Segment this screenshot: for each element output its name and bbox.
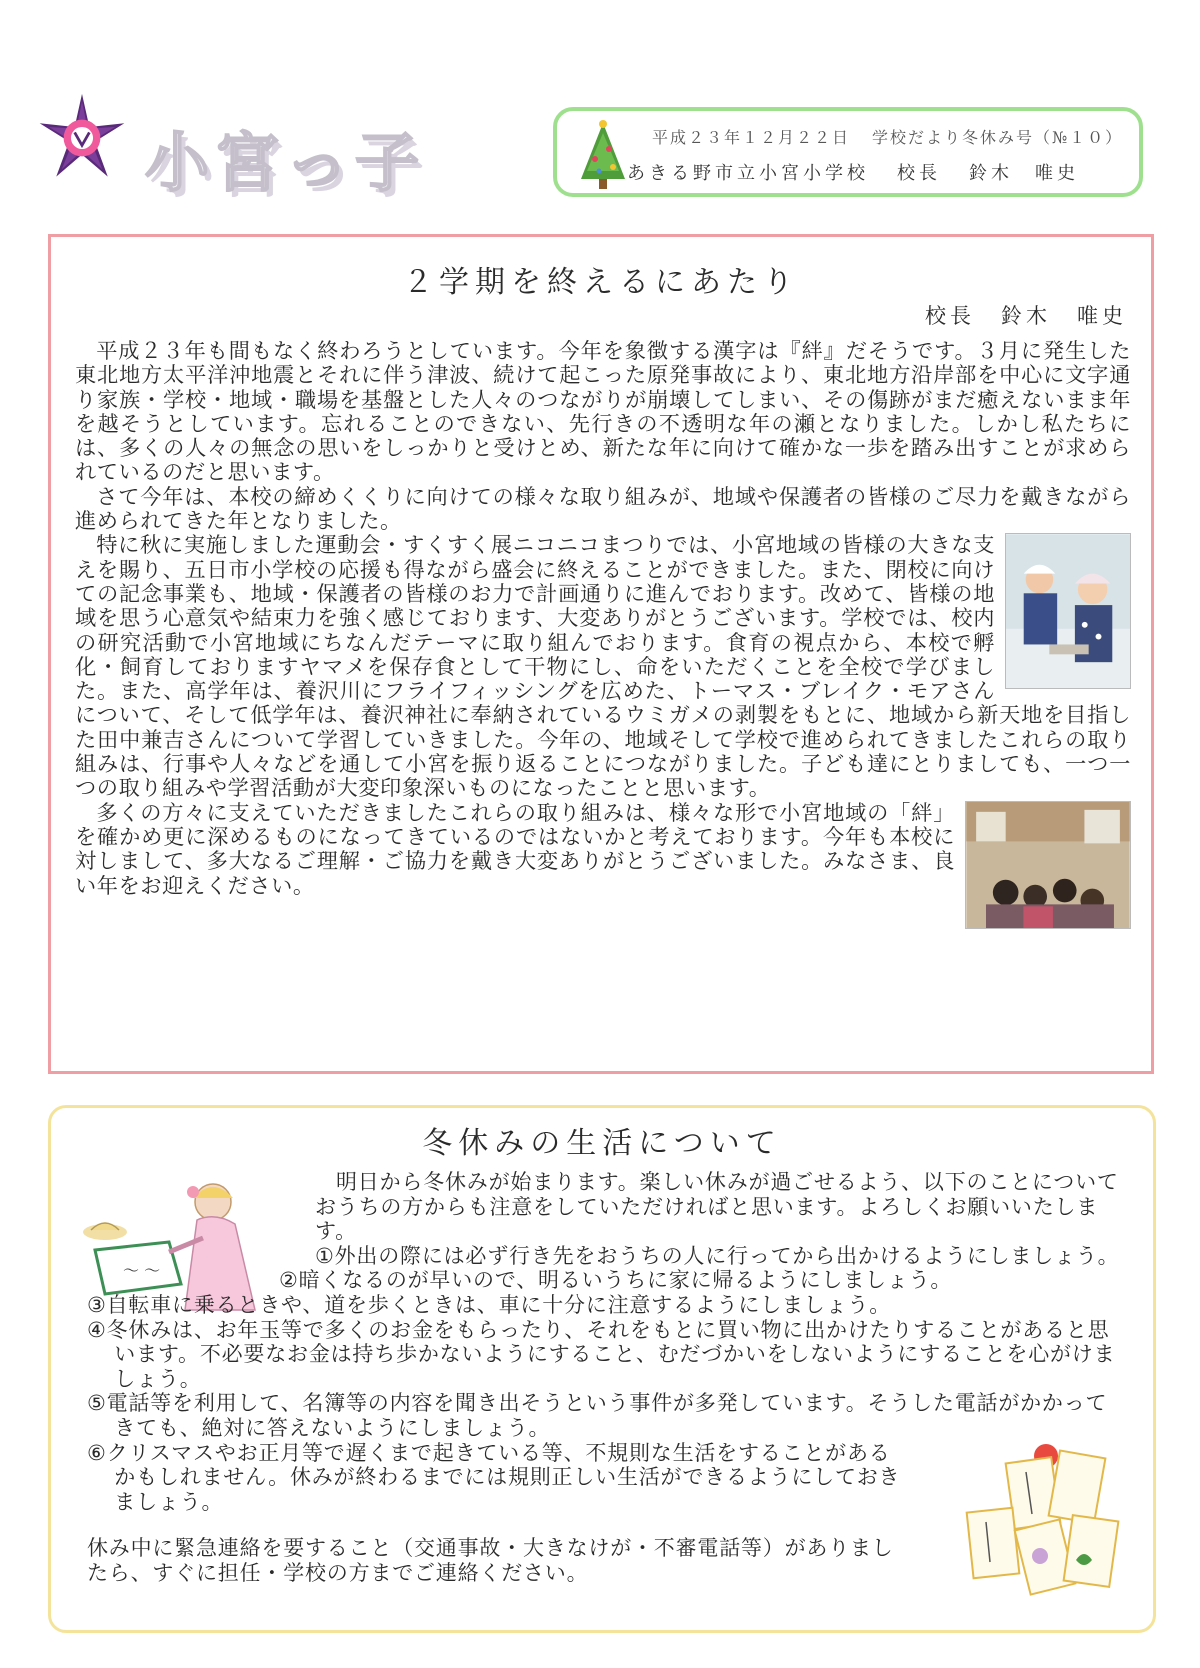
karuta-cards-illustration [956,1440,1124,1600]
list-item: ②暗くなるのが早いので、明るいうちに家に帰るようにしましょう。 [279,1268,953,1293]
school-line [627,159,1079,185]
paragraph: さて今年は、本校の締めくくりに向けての様々な取り組みが、地域や保護者の皆様のご尽力を戴きながら進められてきた年となりました。 [75,483,1131,534]
christmas-tree-icon [573,119,633,193]
section-winter-life [48,1105,1156,1633]
emergency-contact-note: 休み中に緊急連絡を要すること（交通事故・大きなけが・不審電話等）がありましたら、すぐに担任・学校の方までご連絡ください。 [87,1536,894,1585]
issue-date: 平成２３年１２月２２日 [652,128,851,147]
issue-number: 学校だより冬休み号（№１０） [872,128,1124,147]
list-item: ①外出の際には必ず行き先をおうちの人に行ってから出かけるようにしましょう。 [315,1243,1120,1268]
paragraph: 平成２３年も間もなく終わろうとしています。今年を象徴する漢字は『絆』だそうです。３月に発生した東北地方太平洋沖地震とそれに伴う津波、続けて起こった原発事故により、東北地方沿岸部を中心に文字通り家族・学校・地域・職場を基盤とした人々のつながりが崩壊してしまい、その傷跡がまだ癒えないまま年を越そうとしています。忘れることのできない、先行きの不透明な年の瀬となりました。しかし私たちには、多くの人々の無念の思いをしっかりと受けとめ、新たな年に向けて確かな一歩を踏み出すことが求められているのだと思います。 [75,338,1131,485]
list-item: ⑤電話等を利用して、名簿等の内容を聞き出そうという事件が多発しています。そうした電話がかかってきても、絶対に答えないようにしましょう。 [87,1391,1108,1440]
paragraph: 特に秋に実施しました運動会・すくすく展ニコニコまつりでは、小宮地域の皆様の大きな支えを賜り、五日市小学校の応援も得ながら盛会に終えることができました。また、閉校に向けての記念事業も、地域・保護者の皆様のお力で計画通りに進んでおります。改めて、皆様の地域を思う心意気や結束力を強く感じております、大変ありがとうございます。学校では、校内の研究活動で小宮地域にちなんだテーマに取り組んでおります。食育の視点から、本校で孵化・飼育しておりますヤマメを保存食として干物にし、命をいただくことを全校で学びました。また、高学年は、養沢川にフライフィッシングを広めた、トーマス・ブレイク・モアさんについて、そして低学年は、養沢神社に奉納されているウミガメの剥製をもとに、地域から新天地を目指した田中兼吉さんについて学習していきました。今年の、地域そして学校で進められてきましたこれらの取り組みは、行事や人々などを通して小宮を振り返ることにつながりました。子ども達にとりましても、一つ一つの取り組みや学習活動が大変印象深いものになったことと思います。 [75,532,1131,801]
principal-family-name: 鈴木 [969,163,1013,184]
section-term-end [48,234,1154,1074]
photo-community-gathering [965,801,1131,929]
photo-children-cooking [1005,533,1131,689]
list-item: ③自転車に乗るときや、道を歩くときは、車に十分に注意するようにしましょう。 [87,1292,892,1317]
intro-paragraph: 明日から冬休みが始まります。楽しい休みが過ごせるよう、以下のことについておうちの方からも注意をしていただければと思います。よろしくお願いいたします。 [315,1170,1119,1244]
svg-text:～ ～: ～ ～ [123,1261,161,1280]
issue-line [652,125,1145,148]
school-emblem-icon [36,92,128,184]
section-title: 冬休みの生活について [422,1126,782,1161]
issue-info-box [553,107,1143,197]
paragraph: 多くの方々に支えていただきましたこれらの取り組みは、様々な形で小宮地域の「絆」を確かめ更に深めるものになってきているのではないかと考えております。今年も本校に対しまして、多大なるご理解・ご協力を戴き大変ありがとうございました。みなさま、良い年をお迎えください。 [75,801,1131,898]
principal-role: 校長 [897,163,941,184]
section-body [75,339,1131,931]
list-item: ④冬休みは、お年玉等で多くのお金をもらったり、それをもとに買い物に出かけたりすることがあると思います。不必要なお金は持ち歩かないようにすること、むだづかいをしないようにすることを心がけましょう。 [87,1317,1116,1391]
list-item: ⑥クリスマスやお正月等で遅くまで起きている等、不規則な生活をすることがあるかもしれません。休みが終わるまでには規則正しい生活ができるようにしておきましょう。 [87,1440,901,1514]
section-author: 校長 鈴木 唯史 [925,304,1127,328]
section-title: ２学期を終えるにあたり [403,265,799,300]
principal-given-name: 唯史 [1035,163,1079,184]
school-name: あきる野市立小宮小学校 [627,163,869,184]
newsletter-title: 小宮っ子 [145,127,425,201]
